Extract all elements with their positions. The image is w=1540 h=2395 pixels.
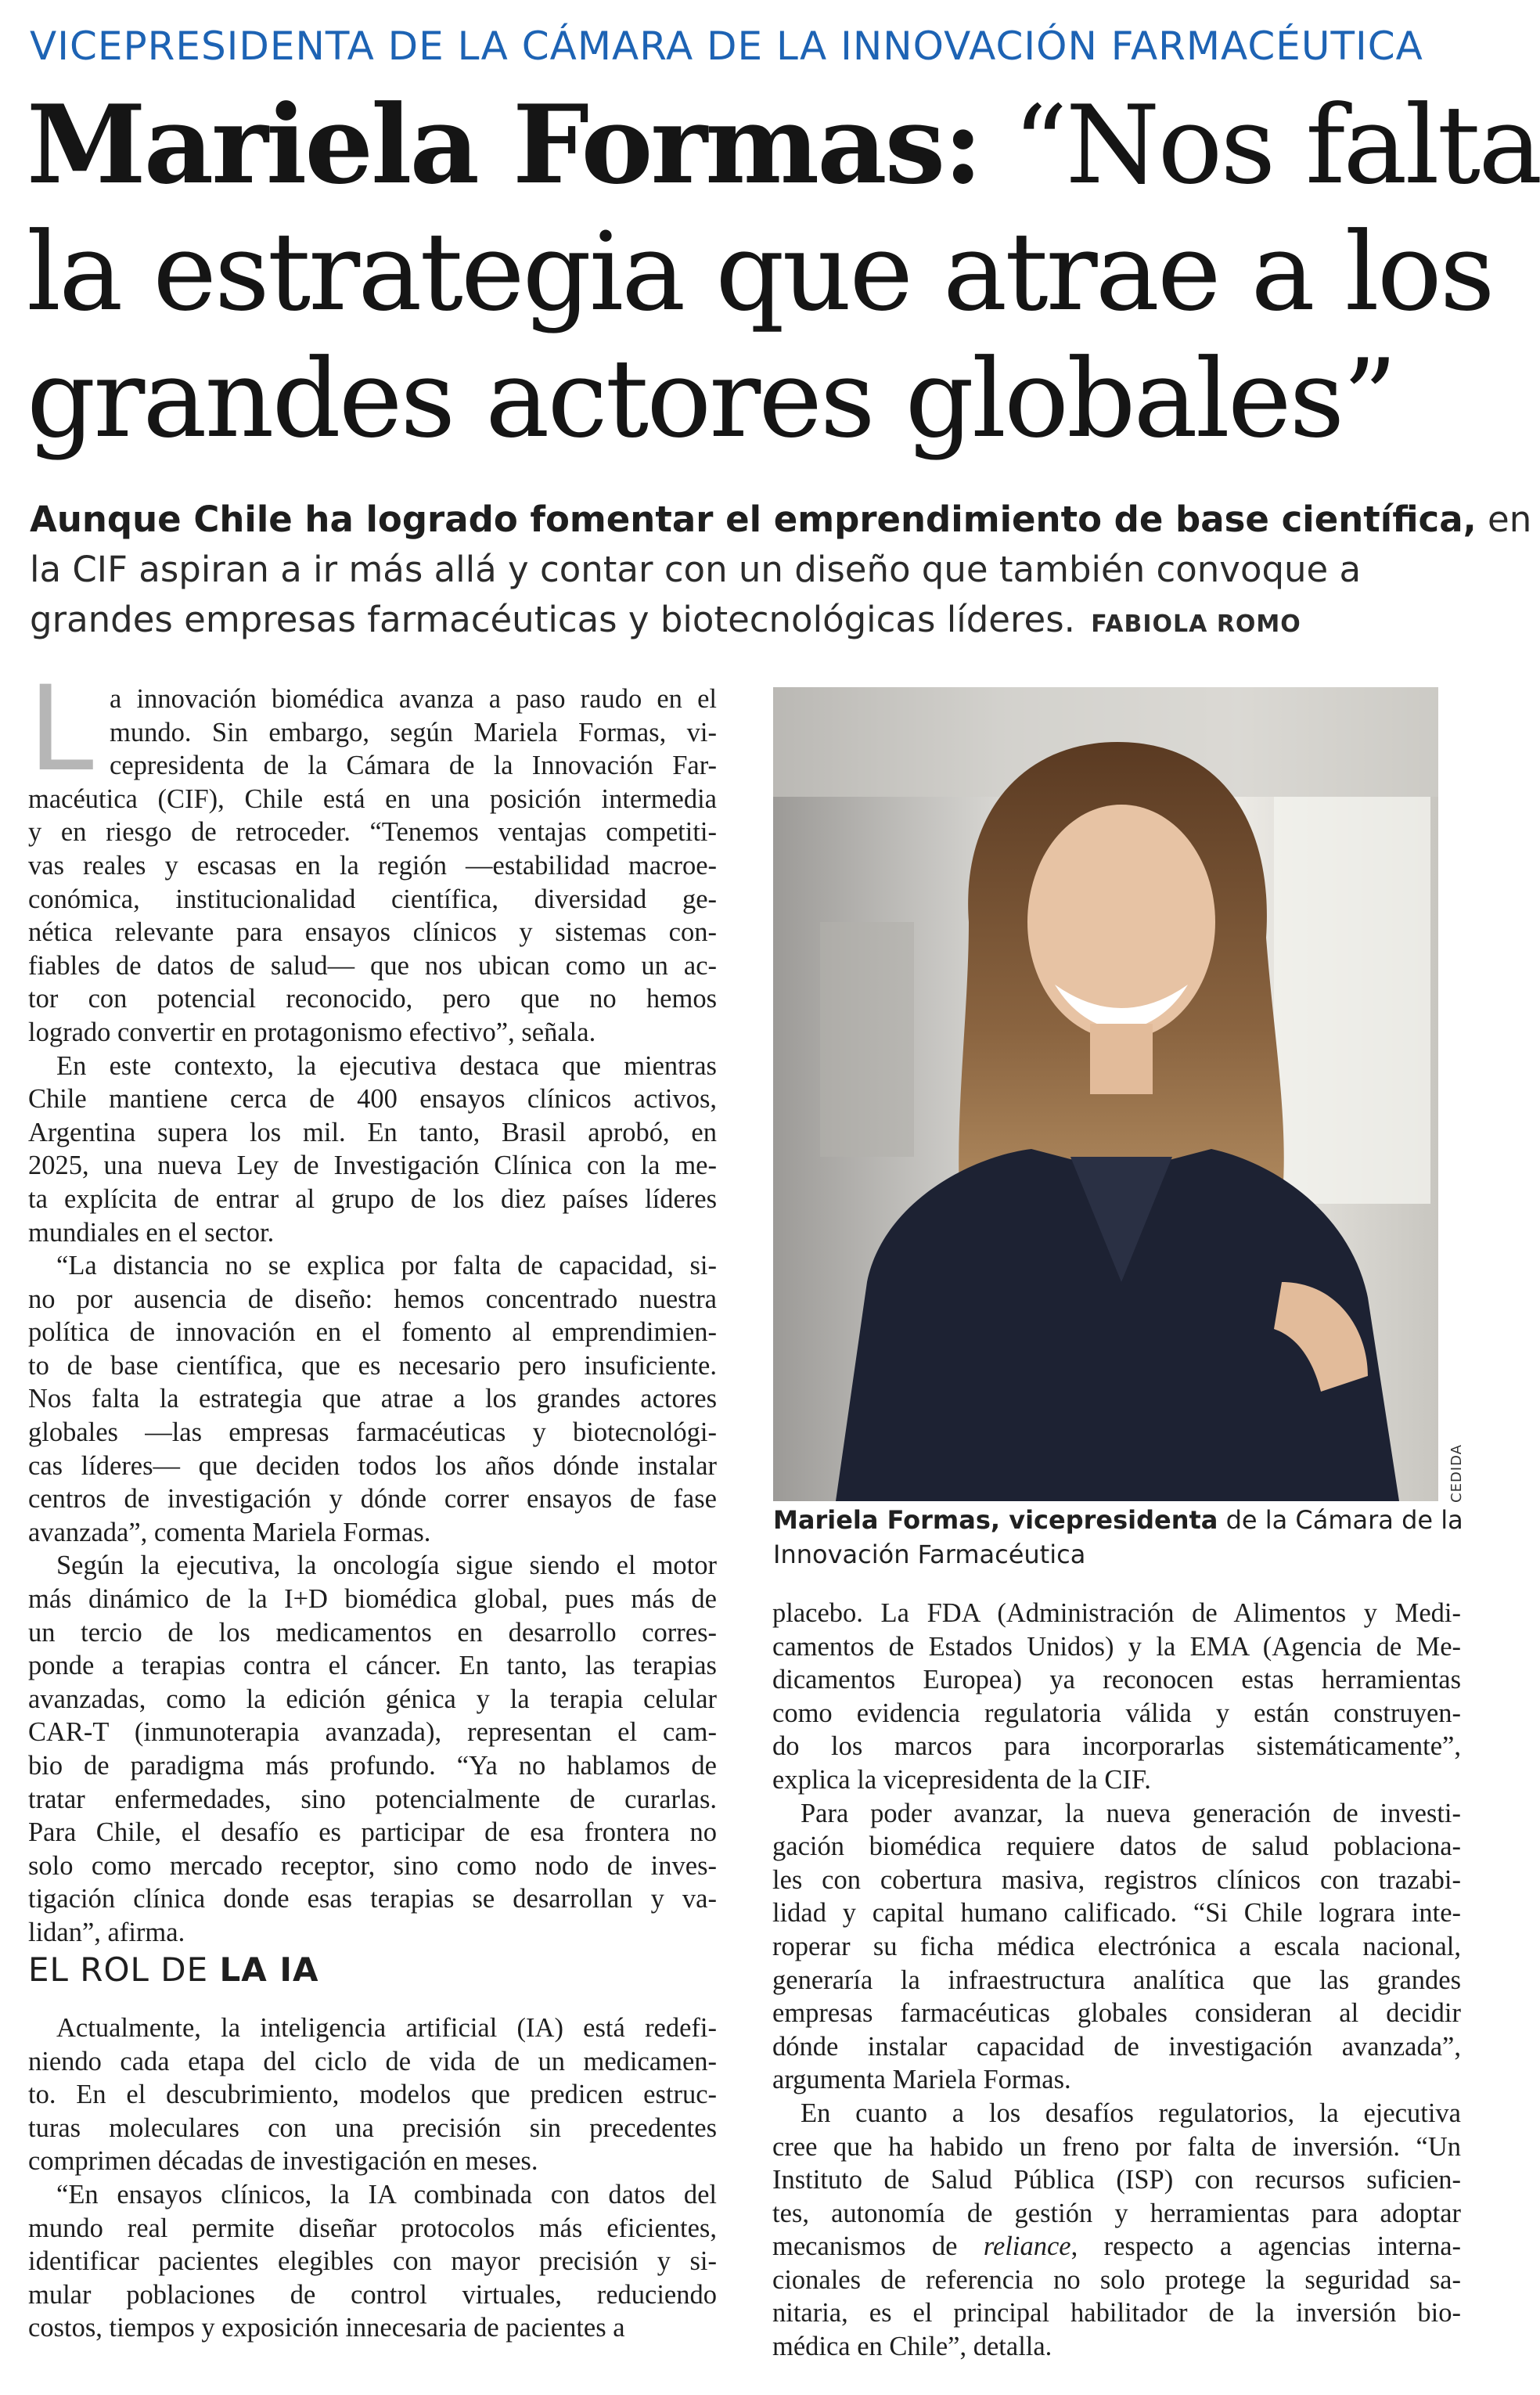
text-line: a innovación biomédica avanza a paso raudo en el — [110, 684, 717, 714]
right-column — [772, 1597, 1461, 2364]
text-line: nitaria, es el principal habilitador de la inversión bio- — [772, 2298, 1461, 2328]
text-line: fiables de datos de salud— que nos ubican como un ac- — [28, 950, 717, 981]
text-line: cas líderes— que deciden todos los años dónde instalar — [28, 1450, 717, 1481]
text-line: logrado convertir en protagonismo efectivo”, señala. — [28, 1017, 596, 1047]
text-line: les con cobertura masiva, registros clínicos con trazabi- — [772, 1864, 1461, 1895]
text-line: macéutica (CIF), Chile está en una posición intermedia — [28, 783, 717, 814]
photo-credit: CEDIDA — [1448, 1444, 1465, 1503]
caption-line-2: Innovación Farmacéutica — [773, 1540, 1086, 1569]
text-line: mundo real permite diseñar protocolos más eficientes, — [28, 2213, 717, 2243]
text-line: “La distancia no se explica por falta de capacidad, si- — [56, 1251, 717, 1281]
text-line: mecanismos de reliance, respecto a agencias interna- — [772, 2231, 1461, 2262]
text-line: Chile mantiene cerca de 400 ensayos clínicos activos, — [28, 1084, 717, 1115]
deck-line-2: la CIF aspiran a ir más allá y contar con un diseño que también convoque a — [30, 549, 1362, 590]
text-line: Para poder avanzar, la nueva generación de investi- — [801, 1798, 1461, 1828]
text-line: En este contexto, la ejecutiva destaca que mientras — [56, 1050, 717, 1081]
text-line: niendo cada etapa del ciclo de vida de un medicamen- — [28, 2046, 717, 2076]
text-line: Para Chile, el desafío es participar de esa frontera no — [28, 1817, 717, 1848]
text-line: Según la ejecutiva, la oncología sigue siendo el motor — [56, 1550, 717, 1581]
deck-line-1-rest: en — [1476, 499, 1532, 540]
text-line: cepresidenta de la Cámara de la Innovación Far- — [110, 751, 717, 781]
portrait-illustration — [773, 687, 1438, 1501]
text-line: to de base científica, que es necesario pero insuficiente. — [28, 1350, 717, 1381]
photo-caption — [773, 1503, 1462, 1572]
headline-line-2: la estrategia que atrae a los — [27, 209, 1493, 335]
deck-bold: Aunque Chile ha logrado fomentar el emprendimiento de base científica, — [30, 499, 1477, 540]
text-line: política de innovación en el fomento al emprendimien- — [28, 1317, 717, 1348]
text-line: dónde instalar capacidad de investigación avanzada”, — [772, 2031, 1461, 2062]
text-line: no por ausencia de diseño: hemos concentrado nuestra — [28, 1284, 717, 1314]
deck-line-3 — [30, 595, 1454, 650]
portrait-photo — [773, 687, 1438, 1501]
text-line: tratar enfermedades, sino potencialmente de curarlas. — [28, 1784, 717, 1814]
text-line: cionales de referencia no solo protege la seguridad sa- — [772, 2264, 1461, 2295]
deck-line-1 — [30, 495, 1532, 545]
text-line: argumenta Mariela Formas. — [772, 2065, 1071, 2095]
text-line: tes, autonomía de gestión y herramientas para adoptar — [772, 2198, 1461, 2228]
headline-line-3: grandes actores globales” — [27, 336, 1395, 462]
text-line: do los marcos para incorporarlas sistemáticamente”, — [772, 1731, 1461, 1762]
text-line: lidan”, afirma. — [28, 1917, 185, 1947]
caption-rest: de la Cámara de la — [1218, 1505, 1463, 1535]
text-line: dicamentos Europea) ya reconocen estas herramientas — [772, 1665, 1461, 1695]
text-line: bio de paradigma más profundo. “Ya no hablamos de — [28, 1751, 717, 1781]
text-line: Instituto de Salud Pública (ISP) con recursos suficien- — [772, 2165, 1461, 2195]
text-line: médica en Chile”, detalla. — [772, 2332, 1052, 2362]
text-line: solo como mercado receptor, sino como nodo de inves- — [28, 1850, 717, 1881]
text-line: globales —las empresas farmacéuticas y biotecnológi- — [28, 1417, 717, 1448]
text-line: más dinámico de la I+D biomédica global, pues más de — [28, 1584, 717, 1615]
deck-line-3-text: grandes empresas farmacéuticas y biotecnológicas líderes. — [30, 599, 1075, 640]
text-line: costos, tiempos y exposición innecesaria de pacientes a — [28, 2313, 625, 2343]
text-line: gación biomédica requiere datos de salud poblaciona- — [772, 1831, 1461, 1862]
text-line: mular poblaciones de control virtuales, reduciendo — [28, 2279, 717, 2310]
text-line: conómica, institucionalidad científica, diversidad ge- — [28, 884, 717, 914]
subhead-bold: LA IA — [219, 1950, 319, 1989]
caption-bold: Mariela Formas, vicepresidenta — [773, 1505, 1218, 1535]
text-line: generaría la infraestructura analítica que las grandes — [772, 1965, 1461, 1995]
text-line: empresas farmacéuticas globales consideran al decidir — [772, 1998, 1461, 2029]
subhead-normal: EL ROL DE — [28, 1950, 220, 1989]
text-line: Actualmente, la inteligencia artificial (IA) está redefi- — [56, 2013, 717, 2043]
text-line: 2025, una nueva Ley de Investigación Clínica con la me- — [28, 1151, 717, 1181]
text-line: Nos falta la estrategia que atrae a los grandes actores — [28, 1384, 717, 1414]
text-line: “En ensayos clínicos, la IA combinada con datos del — [56, 2179, 717, 2210]
text-line: En cuanto a los desafíos regulatorios, la ejecutiva — [801, 2098, 1461, 2128]
text-line: tor con potencial reconocido, pero que no hemos — [28, 984, 717, 1014]
deck — [30, 495, 1532, 650]
text-line: centros de investigación y dónde correr ensayos de fase — [28, 1484, 717, 1514]
text-line: Argentina supera los mil. En tanto, Brasil aprobó, en — [28, 1117, 717, 1147]
text-line: ta explícita de entrar al grupo de los diez países líderes — [28, 1183, 717, 1214]
text-line: avanzada”, comenta Mariela Formas. — [28, 1517, 431, 1547]
kicker: VICEPRESIDENTA DE LA CÁMARA DE LA INNOVACIÓN FARMACÉUTICA — [30, 23, 1423, 69]
ia-section-column — [28, 2011, 717, 2345]
caption-line-1 — [773, 1503, 1462, 1537]
italic-term: reliance — [983, 2231, 1071, 2262]
text-line: avanzadas, como la edición génica y la terapia celular — [28, 1684, 717, 1714]
text-line: mundiales en el sector. — [28, 1217, 275, 1248]
text-line: to. En el descubrimiento, modelos que predicen estruc- — [28, 2080, 717, 2110]
byline: FABIOLA ROMO — [1091, 610, 1301, 638]
text-line: mundo. Sin embargo, según Mariela Formas, vi- — [110, 717, 717, 747]
section-subhead — [28, 1949, 717, 1991]
headline — [27, 81, 1540, 463]
text-line: como evidencia regulatoria válida y están construyen- — [772, 1698, 1461, 1728]
text-line: CAR-T (inmunoterapia avanzada), representan el cam- — [28, 1717, 717, 1748]
left-column — [28, 661, 717, 1950]
text-line: vas reales y escasas en la región —estabilidad macroe- — [28, 850, 717, 881]
text-line: cree que ha habido un freno por falta de inversión. “Un — [772, 2131, 1461, 2162]
text-line: camentos de Estados Unidos) y la EMA (Agencia de Me- — [772, 1631, 1461, 1662]
text-line: ponde a terapias contra el cáncer. En tanto, las terapias — [28, 1651, 717, 1681]
text-line: roperar su ficha médica electrónica a escala nacional, — [772, 1931, 1461, 1961]
text-line: un tercio de los medicamentos en desarrollo corres- — [28, 1617, 717, 1648]
text-line: placebo. La FDA (Administración de Alimentos y Medi- — [772, 1598, 1461, 1628]
text-line: explica la vicepresidenta de la CIF. — [772, 1764, 1151, 1795]
text-line: turas moleculares con una precisión sin precedentes — [28, 2112, 717, 2143]
headline-quote-start: “Nos falta — [980, 82, 1540, 208]
text-line: comprimen décadas de investigación en meses. — [28, 2146, 538, 2177]
headline-line-1 — [27, 81, 1540, 209]
headline-name: Mariela Formas: — [27, 81, 981, 208]
text-line: lidad y capital humano calificado. “Si Chile lograra inte- — [772, 1898, 1461, 1929]
text-line: nética relevante para ensayos clínicos y sistemas con- — [28, 917, 717, 948]
drop-cap: L — [28, 661, 94, 798]
text-line: y en riesgo de retroceder. “Tenemos ventajas competiti- — [28, 817, 717, 848]
text-line: tigación clínica donde esas terapias se desarrollan y va- — [28, 1884, 717, 1914]
text-line: identificar pacientes elegibles con mayor precisión y si- — [28, 2246, 717, 2277]
